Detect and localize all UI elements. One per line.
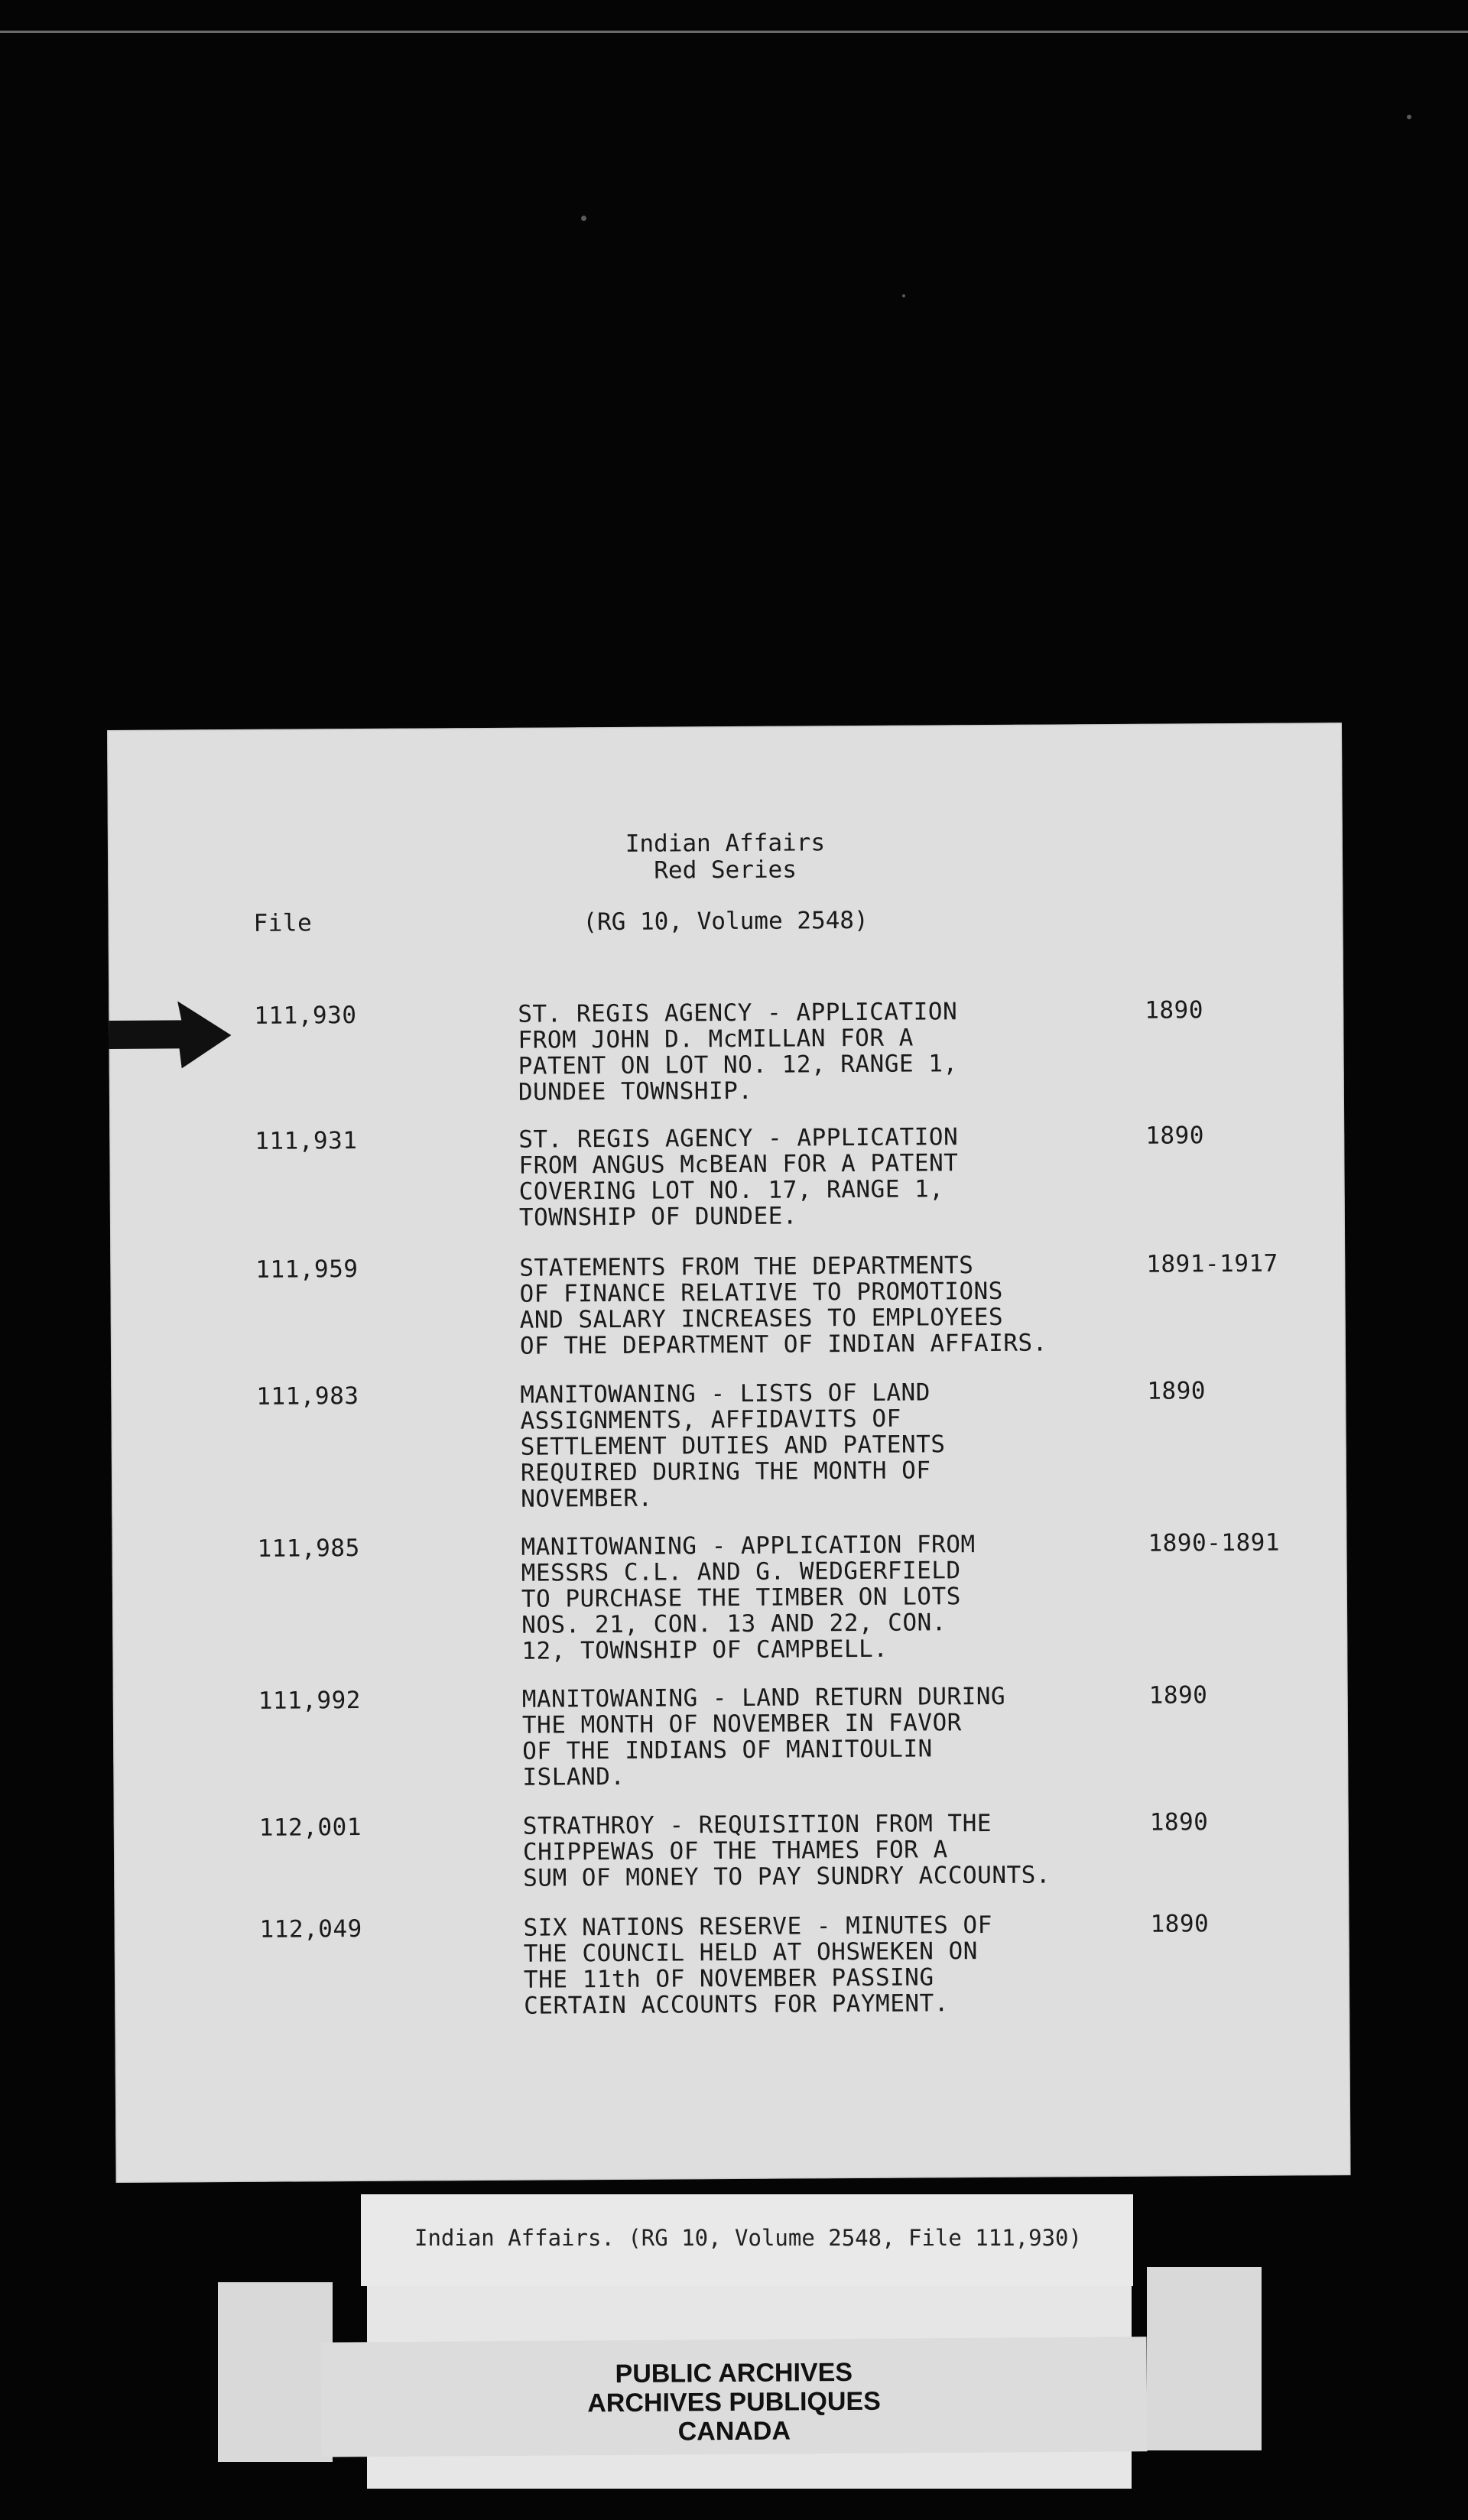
- dust-speck: [581, 216, 586, 221]
- file-number: 111,930: [254, 1002, 357, 1030]
- citation-text: Indian Affairs. (RG 10, Volume 2548, File 111,930): [414, 2225, 1082, 2251]
- file-description-line: THE 11th OF NOVEMBER PASSING: [523, 1963, 934, 1994]
- file-description-line: CERTAIN ACCOUNTS FOR PAYMENT.: [524, 1989, 950, 2020]
- file-description-line: STATEMENTS FROM THE DEPARTMENTS: [519, 1252, 974, 1282]
- file-description-line: ST. REGIS AGENCY - APPLICATION: [518, 1123, 959, 1154]
- file-number: 111,959: [255, 1255, 359, 1284]
- file-number: 111,992: [258, 1686, 362, 1715]
- file-date-range: 1890-1891: [1148, 1528, 1281, 1557]
- card-title: Indian Affairs: [625, 829, 826, 858]
- file-description-line: PATENT ON LOT NO. 12, RANGE 1,: [518, 1050, 958, 1080]
- file-entry: [109, 996, 1343, 1106]
- file-description-line: THE COUNCIL HELD AT OHSWEKEN ON: [523, 1937, 978, 1968]
- stamp-line-english: PUBLIC ARCHIVES: [615, 2357, 853, 2389]
- file-date-range: 1890: [1147, 1377, 1207, 1405]
- file-description-line: 12, TOWNSHIP OF CAMPBELL.: [521, 1635, 888, 1665]
- mount-tab-right: [1147, 2267, 1262, 2450]
- file-entry: [113, 1681, 1348, 1791]
- file-entry: [114, 1910, 1349, 2020]
- file-description-line: MANITOWANING - LAND RETURN DURING: [521, 1682, 1006, 1713]
- archives-stamp: [320, 2337, 1147, 2457]
- file-description-line: TO PURCHASE THE TIMBER ON LOTS: [521, 1583, 961, 1613]
- file-description-line: OF THE DEPARTMENT OF INDIAN AFFAIRS.: [519, 1329, 1047, 1360]
- file-date-range: 1890: [1145, 1122, 1205, 1150]
- stamp-line-french: ARCHIVES PUBLIQUES: [587, 2386, 881, 2418]
- record-group-reference: (RG 10, Volume 2548): [583, 906, 869, 937]
- file-date-range: 1890: [1148, 1681, 1208, 1710]
- dust-speck: [902, 294, 905, 297]
- file-description-line: MESSRS C.L. AND G. WEDGERFIELD: [521, 1557, 961, 1587]
- mount-tab-left: [218, 2282, 333, 2462]
- file-description-line: ISLAND.: [522, 1762, 625, 1791]
- index-card: [107, 723, 1351, 2183]
- file-description-line: NOS. 21, CON. 13 AND 22, CON.: [521, 1609, 947, 1639]
- file-column-label: File: [253, 909, 313, 937]
- file-entry: [109, 1122, 1344, 1232]
- file-description-line: MANITOWANING - LISTS OF LAND: [520, 1379, 931, 1409]
- file-description-line: THE MONTH OF NOVEMBER IN FAVOR: [521, 1709, 962, 1739]
- file-description-line: FROM ANGUS McBEAN FOR A PATENT: [518, 1149, 959, 1180]
- citation-slip: [361, 2194, 1133, 2286]
- file-number: 111,931: [255, 1127, 358, 1155]
- file-description-line: COVERING LOT NO. 17, RANGE 1,: [518, 1175, 944, 1206]
- file-description-line: TOWNSHIP OF DUNDEE.: [518, 1202, 798, 1232]
- file-description-line: ASSIGNMENTS, AFFIDAVITS OF: [520, 1405, 901, 1435]
- file-number: 112,049: [259, 1914, 362, 1944]
- dust-speck: [1407, 115, 1411, 119]
- file-entry: [111, 1377, 1346, 1513]
- file-description-line: SUM OF MONEY TO PAY SUNDRY ACCOUNTS.: [523, 1861, 1051, 1892]
- file-description-line: REQUIRED DURING THE MONTH OF: [520, 1456, 931, 1487]
- file-description-line: DUNDEE TOWNSHIP.: [518, 1077, 753, 1106]
- file-description-line: MANITOWANING - APPLICATION FROM: [521, 1531, 976, 1561]
- file-entry: [110, 1249, 1345, 1360]
- file-description-line: STRATHROY - REQUISITION FROM THE: [522, 1809, 992, 1840]
- file-number: 111,983: [256, 1382, 359, 1411]
- file-description-line: CHIPPEWAS OF THE THAMES FOR A: [522, 1836, 948, 1866]
- file-entry: [112, 1528, 1346, 1665]
- file-description-line: SIX NATIONS RESERVE - MINUTES OF: [523, 1911, 992, 1942]
- file-number: 111,985: [257, 1534, 360, 1563]
- film-edge-line: [0, 31, 1468, 33]
- file-description-line: FROM JOHN D. McMILLAN FOR A: [518, 1024, 914, 1054]
- file-date-range: 1890: [1149, 1808, 1209, 1836]
- stamp-line-country: CANADA: [677, 2416, 791, 2447]
- file-date-range: 1890: [1150, 1910, 1210, 1938]
- file-description-line: ST. REGIS AGENCY - APPLICATION: [518, 998, 958, 1028]
- file-description-line: AND SALARY INCREASES TO EMPLOYEES: [519, 1303, 1004, 1334]
- file-entry: [114, 1808, 1349, 1892]
- file-description-line: OF FINANCE RELATIVE TO PROMOTIONS: [519, 1277, 1004, 1308]
- file-description-line: NOVEMBER.: [521, 1484, 653, 1513]
- file-date-range: 1891-1917: [1146, 1249, 1278, 1278]
- file-description-line: OF THE INDIANS OF MANITOULIN: [522, 1735, 933, 1765]
- pointer-arrow-icon: [109, 1001, 232, 1070]
- file-description-line: SETTLEMENT DUTIES AND PATENTS: [520, 1430, 946, 1461]
- card-subtitle: Red Series: [654, 856, 797, 885]
- file-number: 112,001: [258, 1813, 362, 1842]
- file-date-range: 1890: [1145, 996, 1204, 1025]
